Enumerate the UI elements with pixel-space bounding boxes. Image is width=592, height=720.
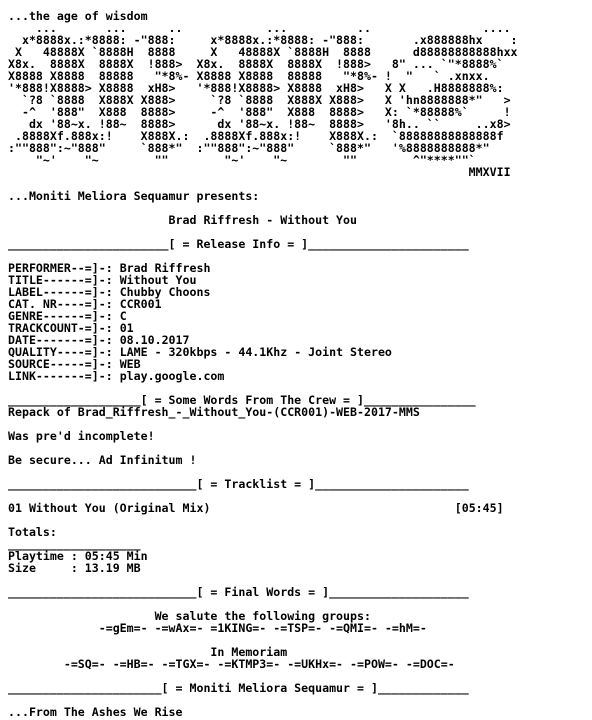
nfo-document	[8, 10, 518, 718]
info-label: LABEL------=]-:	[8, 285, 113, 299]
info-value: Without You	[119, 273, 197, 287]
info-label: SOURCE-----=]-:	[8, 357, 113, 371]
ascii-logo-line: X8x. 8888X 8888X !888> X8x. 8888X 8888X !888> 8" ... `"*8888%`	[8, 57, 504, 71]
info-label: TITLE------=]-:	[8, 273, 113, 287]
info-label: PERFORMER--=]-:	[8, 261, 113, 275]
info-value: 08.10.2017	[119, 333, 190, 347]
info-label: CAT. NR----=]-:	[8, 297, 113, 311]
info-label: LINK-------=]-:	[8, 369, 113, 383]
ascii-logo-line: :""888":~"888" `888*" :""888":~"888" `888*" '%8888888888*"	[8, 141, 490, 155]
info-value: CCR001	[119, 297, 162, 311]
ascii-logo-line: '*888!X8888> X8888 xH8> '*888!X8888> X8888 xH8> X X .H8888888%:	[8, 81, 504, 95]
crew-words-repack: Repack of Brad_Riffresh_-_Without_You-(CCR001)-WEB-2017-MMS	[8, 405, 420, 419]
crew-words-pred: Was pre'd incomplete!	[8, 429, 155, 443]
info-label: GENRE------=]-:	[8, 309, 113, 323]
salute-groups: -=gEm=- -=wAx=- =1KING=- -=TSP=- -=QMI=- -=hM=-	[8, 621, 427, 635]
ascii-logo-line: `?8 `8888 X888X X888> `?8 `8888 X888X X888> X 'hn8888888*" >	[8, 93, 511, 107]
memoriam-groups: -=SQ=- -=HB=- -=TGX=- -=KTMP3=- -=UKHx=- -=POW=- -=DOC=-	[8, 657, 455, 671]
totals-underline: ___________________	[8, 537, 141, 551]
track-title: 01 Without You (Original Mix)	[8, 501, 211, 515]
final-words-divider: ___________________________[ = Final Words = ]____________________	[8, 585, 469, 599]
info-value: LAME - 320kbps - 44.1Khz - Joint Stereo	[119, 345, 392, 359]
info-label: TRACKCOUNT-=]-:	[8, 321, 113, 335]
info-label: QUALITY----=]-:	[8, 345, 113, 359]
salute-heading: We salute the following groups:	[8, 609, 371, 623]
totals-label: Totals:	[8, 525, 57, 539]
totals-playtime: Playtime : 05:45 Min	[8, 549, 148, 563]
ascii-logo-line: dx '88~x. !88~ 8888> dx '88~x. !88~ 8888> '8h.. `` ..x8>	[8, 117, 511, 131]
ascii-logo-line: X8888 X8888 88888 "*8%- X8888 X8888 88888 "*8%- ! " ` .xnxx.	[8, 69, 490, 83]
release-title: Brad Riffresh - Without You	[8, 213, 358, 227]
info-value: Brad Riffresh	[119, 261, 211, 275]
ascii-logo-line: "~' "~ "" "~' "~ "" ^"****""`	[8, 153, 476, 167]
ascii-logo-year: MMXVII	[8, 165, 511, 179]
memoriam-heading: In Memoriam	[8, 645, 288, 659]
ascii-logo-line: -^ '888" X888 8888> -^ '888" X888 8888> X: `*88888%` !	[8, 105, 511, 119]
info-value: Chubby Choons	[119, 285, 211, 299]
tracklist-divider: ___________________________[ = Tracklist = ]______________________	[8, 477, 469, 491]
info-label: DATE-------=]-:	[8, 333, 113, 347]
info-value: 01	[119, 321, 134, 335]
totals-size: Size : 13.19 MB	[8, 561, 141, 575]
info-row-link	[8, 370, 518, 382]
track-row	[8, 502, 518, 514]
blank-line	[8, 514, 518, 526]
crew-words-divider: ___________________[ = Some Words From The Crew = ]________________	[8, 393, 476, 407]
info-value: C	[119, 309, 127, 323]
ascii-logo-line: x*8888x.:*8888: -"888: x*8888x.:*8888: -"888: .x888888hx :	[8, 33, 518, 47]
tagline: ...the age of wisdom	[8, 9, 148, 23]
info-value: play.google.com	[119, 369, 225, 383]
info-value: WEB	[119, 357, 141, 371]
track-duration: [05:45]	[454, 501, 504, 515]
ascii-logo-line: ... ... .. ... .. ....	[8, 21, 511, 35]
footer-divider: ______________________[ = Moniti Meliora Sequamur = ]_____________	[8, 681, 469, 695]
ascii-logo-line: X 48888X `8888H 8888 X 48888X `8888H 8888 d88888888888hxx	[8, 45, 518, 59]
ascii-logo-line: .8888Xf.888x:! X888X.: .8888Xf.888x:! X888X.: `88888888888888f	[8, 129, 504, 143]
release-info-divider: _______________________[ = Release Info = ]_______________________	[8, 237, 469, 251]
presents-line: ...Moniti Meliora Sequamur presents:	[8, 189, 260, 203]
closing-line: ...From The Ashes We Rise	[8, 705, 183, 719]
crew-words-secure: Be secure... Ad Infinitum !	[8, 453, 197, 467]
